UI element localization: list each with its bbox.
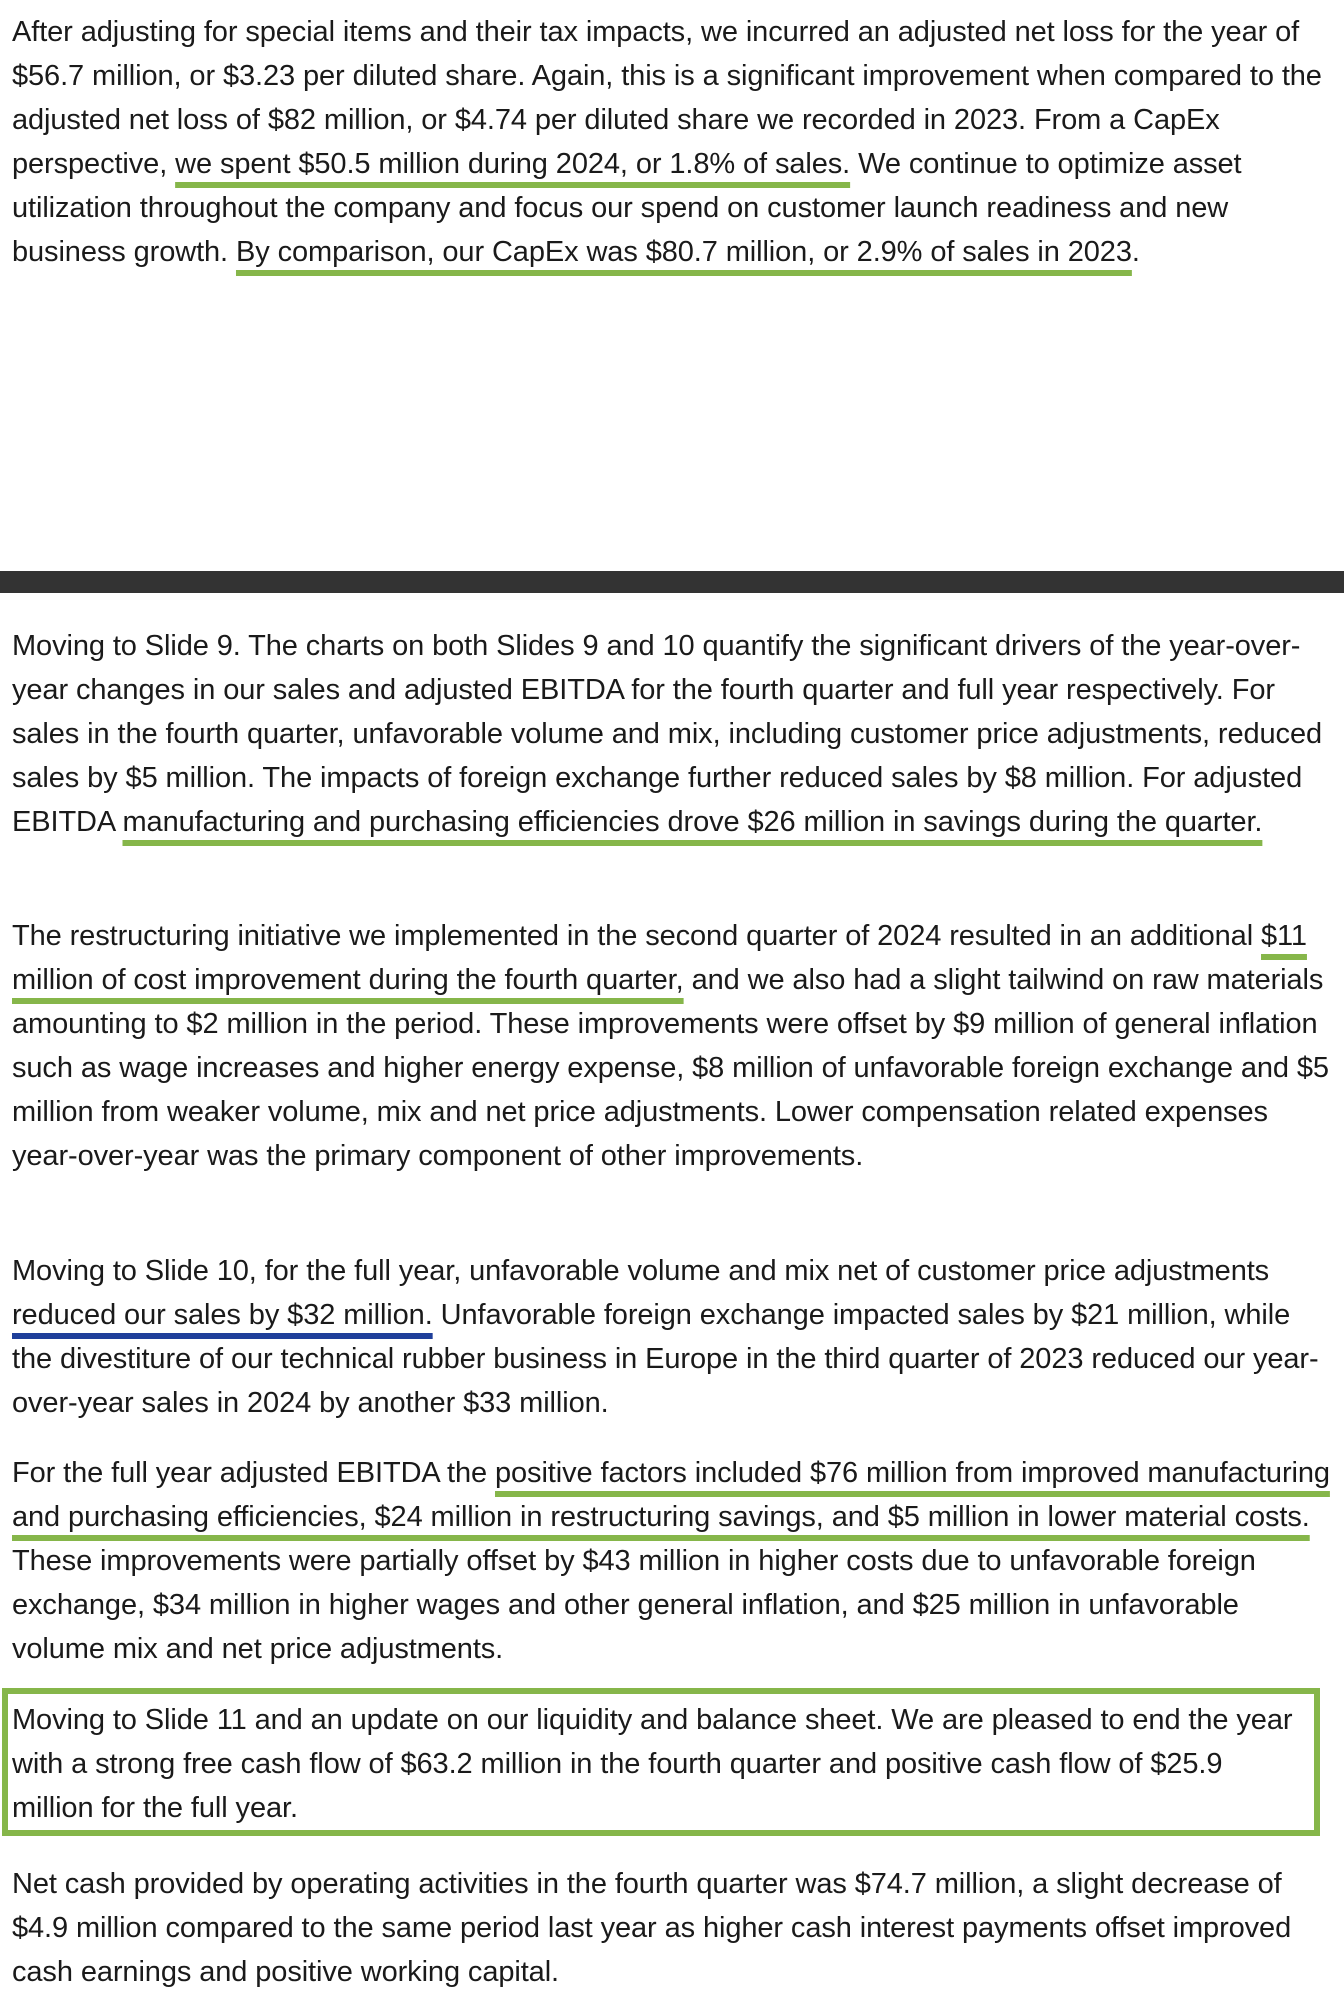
- highlight-green-cost-improvement: $11 million of cost improvement during the fourth quarter,: [12, 920, 1307, 996]
- text-segment: Unfavorable foreign exchange impacted sales by $21 million, while the divestiture of our technical rubber business in Europe in the third quarter of 2023 reduced our year-over-year sales in 2024 by another $33 million.: [12, 1299, 1319, 1419]
- paragraph-slide-9: [12, 624, 1334, 844]
- paragraph-operating-cash: [12, 1862, 1334, 1994]
- text-segment: .: [1131, 236, 1140, 268]
- highlight-green-positive-factors: positive factors included $76 million from improved manufacturing and purchasing efficiencies, $24 million in restructuring savings, and $5 million in lower material costs.: [12, 1457, 1330, 1533]
- text-segment: The restructuring initiative we implemented in the second quarter of 2024 resulted in an additional: [12, 920, 1262, 952]
- highlight-green-capex-2023: By comparison, our CapEx was $80.7 million, or 2.9% of sales in 2023: [235, 236, 1132, 268]
- highlight-green-capex-2024: we spent $50.5 million during 2024, or 1.8% of sales.: [175, 148, 851, 180]
- text-segment: After adjusting for special items and their tax impacts, we incurred an adjusted net loss for the year of $56.7 million, or $3.23 per diluted share. Again, this is a significant improvement when compared to the adjusted net loss of $82 million, or $4.74 per diluted share we recorded in 2023. From a CapEx perspective,: [12, 16, 1322, 180]
- section-divider: [0, 571, 1344, 593]
- text-segment: For the full year adjusted EBITDA the: [12, 1457, 495, 1489]
- paragraph-restructuring: [12, 914, 1334, 1178]
- highlight-blue-sales-reduction: reduced our sales by $32 million.: [12, 1299, 433, 1331]
- operating-cash-text: Net cash provided by operating activities in the fourth quarter was $74.7 million, a slight decrease of $4.9 million compared to the same period last year as higher cash interest payments offset improved cash earnings and positive working capital.: [12, 1868, 1292, 1988]
- text-segment: and we also had a slight tailwind on raw materials amounting to $2 million in the period. These improvements were offset by $9 million of general inflation such as wage increases and higher energy expense, $8 million of unfavorable foreign exchange and $5 million from weaker volume, mix and net price adjustments. Lower compensation related expenses year-over-year was the primary component of other improvements.: [12, 964, 1329, 1172]
- paragraph-full-year-ebitda: [12, 1451, 1334, 1671]
- text-segment: Moving to Slide 10, for the full year, unfavorable volume and mix net of customer price adjustments: [12, 1255, 1270, 1287]
- text-segment: We continue to optimize asset utilization throughout the company and focus our spend on customer launch readiness and new business growth.: [12, 148, 1242, 268]
- text-segment: Moving to Slide 9. The charts on both Slides 9 and 10 quantify the significant drivers of the year-over-year changes in our sales and adjusted EBITDA for the fourth quarter and full year respectively. For sales in the fourth quarter, unfavorable volume and mix, including customer price adjustments, reduced sales by $5 million. The impacts of foreign exchange further reduced sales by $8 million. For adjusted EBITDA: [12, 630, 1323, 838]
- paragraph-adjusted-net-loss: [12, 10, 1334, 274]
- paragraph-slide-10: [12, 1249, 1334, 1425]
- slide-11-text: Moving to Slide 11 and an update on our liquidity and balance sheet. We are pleased to end the year with a strong free cash flow of $63.2 million in the fourth quarter and positive cash flow of $25.9 million for the full year.: [12, 1704, 1293, 1824]
- highlight-green-efficiencies-q4: manufacturing and purchasing efficiencies drove $26 million in savings during the quarter.: [122, 806, 1263, 838]
- text-segment: These improvements were partially offset by $43 million in higher costs due to unfavorable foreign exchange, $34 million in higher wages and other general inflation, and $25 million in unfavorable volume mix and net price adjustments.: [12, 1545, 1256, 1665]
- paragraph-slide-11: [12, 1698, 1302, 1830]
